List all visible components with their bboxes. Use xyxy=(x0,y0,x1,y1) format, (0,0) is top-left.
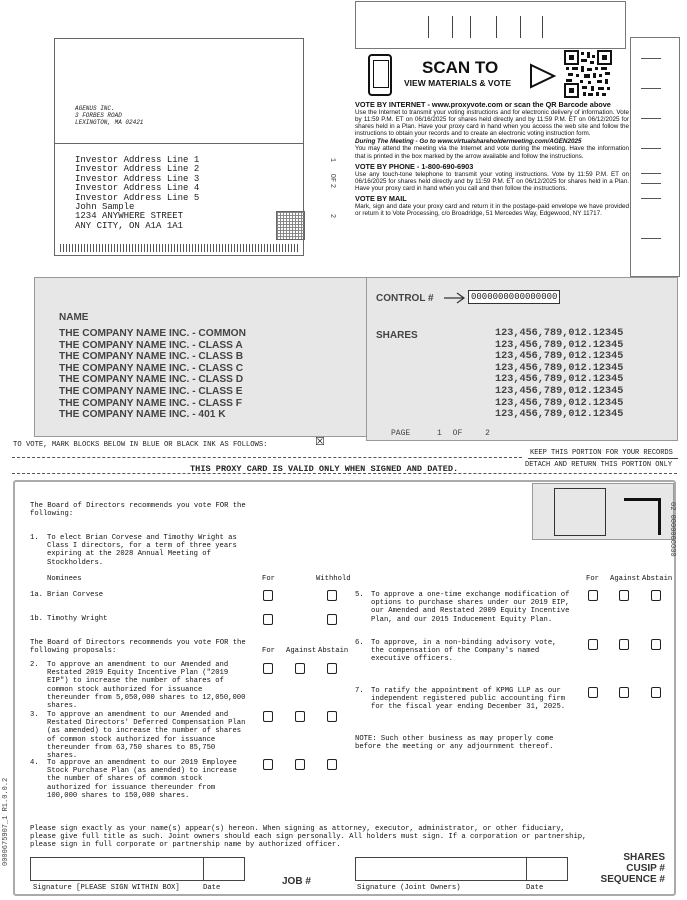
proposal-num: 6. xyxy=(355,639,364,647)
voting-instructions xyxy=(355,100,629,217)
joint-date-label: Date xyxy=(526,884,544,892)
ruler-ticks xyxy=(60,244,300,252)
footer-cusip: CUSIP # xyxy=(626,863,665,874)
proposal-text: To approve an amendment to our Amended and Restated Directors' Deferred Compensation Plan (as amended) to increase the number of shares of common stock authorized for issuance thereunder from 63,750 shares to 85,750 shares. xyxy=(47,711,246,761)
shares-label: SHARES xyxy=(376,330,418,341)
proposal-1-text: To elect Brian Corvese and Timothy Wright as Class I directors, for a term of three years expiring at the 2028 Annual Meeting of Stockholders. xyxy=(47,534,237,567)
against-header-r: Against xyxy=(610,575,641,583)
note-text: NOTE: Such other business as may properly come before the meeting or any adjournment thereof. xyxy=(355,735,554,752)
proposal-text: To approve an amendment to our Amended and Restated 2019 Equity Incentive Plan ("2019 EIP") to increase the number of shares of common stock authorized for issuance thereunder from 5,050,000 shares to 12,050,000 shares. xyxy=(47,661,246,711)
footer-sequence: SEQUENCE # xyxy=(600,874,665,885)
proposal-text: To approve a one-time exchange modification of options to purchase shares under our 2019 EIP, our Amended and Restated 2009 Equity Incentive Plan, and our 2015 Inducement Equity Plan. xyxy=(371,591,570,624)
signature-box[interactable] xyxy=(30,857,204,881)
mail-side-code: 2 xyxy=(328,213,337,219)
nominee-1b-withhold-checkbox[interactable] xyxy=(327,614,337,625)
address-line: Investor Address Line 1 xyxy=(75,155,200,165)
share-class-name: THE COMPANY NAME INC. - CLASS D xyxy=(59,374,244,386)
proposal-text: To approve an amendment to our 2019 Employee Stock Purchase Plan (as amended) to increase the number of shares of common stock authorized for issuance thereunder from 100,000 shares to 150,000 shares. xyxy=(47,759,237,800)
page-label: PAGE xyxy=(391,429,411,438)
proposal-6-abstain-checkbox[interactable] xyxy=(651,639,661,650)
joint-signature-box[interactable] xyxy=(355,857,527,881)
proposal-num: 3. xyxy=(30,711,39,719)
share-class-name: THE COMPANY NAME INC. - CLASS B xyxy=(59,351,244,363)
nominee-1a-for-checkbox[interactable] xyxy=(263,590,273,601)
holdings-page-indicator xyxy=(391,429,490,438)
mark-example-icon: ☒ xyxy=(315,436,325,448)
share-amount-list xyxy=(495,328,623,421)
sender-street: 3 FORBES ROAD xyxy=(75,112,122,119)
name-label: NAME xyxy=(59,312,89,323)
proposal-2-abstain-checkbox[interactable] xyxy=(327,663,337,674)
mark-instructions: TO VOTE, MARK BLOCKS BELOW IN BLUE OR BLACK INK AS FOLLOWS: xyxy=(13,441,268,449)
vote-internet-heading: VOTE BY INTERNET - www.proxyvote.com or scan the QR Barcode above xyxy=(355,100,611,109)
proposal-num: 5. xyxy=(355,591,364,599)
abstain-header-r: Abstain xyxy=(642,575,673,583)
proposal-5-for-checkbox[interactable] xyxy=(588,590,598,601)
proposal-7-abstain-checkbox[interactable] xyxy=(651,687,661,698)
phone-icon xyxy=(368,54,392,96)
proposal-5-abstain-checkbox[interactable] xyxy=(651,590,661,601)
share-amount: 123,456,789,012.12345 xyxy=(495,362,624,374)
scanner-box xyxy=(532,483,674,540)
proposal-4-for-checkbox[interactable] xyxy=(263,759,273,770)
address-line: Investor Address Line 2 xyxy=(75,164,200,175)
sender-name: AGENUS INC. xyxy=(75,105,115,112)
keep-portion-label: KEEP THIS PORTION FOR YOUR RECORDS xyxy=(530,449,673,457)
proposal-3-against-checkbox[interactable] xyxy=(295,711,305,722)
mail-page-of: OF xyxy=(328,173,337,183)
share-class-name: THE COMPANY NAME INC. - CLASS F xyxy=(59,397,243,409)
abstain-header-2: Abstain xyxy=(318,647,349,655)
proposal-num: 7. xyxy=(355,687,364,695)
address-line: Investor Address Line 5 xyxy=(75,192,200,203)
control-number: 0000000000000000 xyxy=(468,290,560,304)
scan-subtitle: VIEW MATERIALS & VOTE xyxy=(404,78,512,88)
footer-codes xyxy=(584,852,665,885)
nominees-label: Nominees xyxy=(47,575,82,583)
for-header: For xyxy=(262,575,275,583)
address-line: Investor Address Line 3 xyxy=(75,173,200,184)
proposal-4-abstain-checkbox[interactable] xyxy=(327,759,337,770)
nominee-name: Timothy Wright xyxy=(47,615,108,623)
page-total: 2 xyxy=(485,429,490,438)
page-of: OF xyxy=(452,429,463,438)
share-class-name: THE COMPANY NAME INC. - CLASS E xyxy=(59,385,243,397)
job-label: JOB # xyxy=(282,876,311,887)
share-class-list xyxy=(59,328,246,421)
postal-grid xyxy=(276,211,305,240)
share-amount: 123,456,789,012.12345 xyxy=(495,409,624,421)
address-line: Investor Address Line 4 xyxy=(75,183,200,194)
share-class-name: THE COMPANY NAME INC. - CLASS A xyxy=(59,339,243,351)
share-class-name: THE COMPANY NAME INC. - COMMON xyxy=(59,328,246,339)
scan-banner xyxy=(366,52,626,100)
proposal-2-for-checkbox[interactable] xyxy=(263,663,273,674)
qr-code-icon[interactable] xyxy=(564,50,612,98)
scan-title: SCAN TO xyxy=(422,58,499,77)
mail-page-indicator xyxy=(326,150,346,230)
share-amount: 123,456,789,012.12345 xyxy=(495,339,624,351)
proposal-num: 2. xyxy=(30,661,39,669)
detach-line-2 xyxy=(12,473,677,474)
joint-signature-label: Signature (Joint Owners) xyxy=(357,884,461,892)
proposal-5-against-checkbox[interactable] xyxy=(619,590,629,601)
play-arrow-icon xyxy=(528,62,558,90)
address-line: 1234 ANYWHERE STREET xyxy=(75,211,184,222)
date-box[interactable] xyxy=(203,857,245,881)
withhold-header: Withhold xyxy=(316,575,351,583)
proposal-3-abstain-checkbox[interactable] xyxy=(327,711,337,722)
nominee-name: Brian Corvese xyxy=(47,591,104,599)
against-header-2: Against xyxy=(286,647,317,655)
nominee-1a-withhold-checkbox[interactable] xyxy=(327,590,337,601)
barcode-strip xyxy=(355,1,626,49)
address-line: John Sample xyxy=(75,202,135,213)
proposal-3-for-checkbox[interactable] xyxy=(263,711,273,722)
detach-line xyxy=(12,457,522,458)
proposal-4-against-checkbox[interactable] xyxy=(295,759,305,770)
valid-notice: THIS PROXY CARD IS VALID ONLY WHEN SIGNED AND DATED. xyxy=(190,464,459,474)
vote-mail-heading: VOTE BY MAIL xyxy=(355,193,407,203)
detach-portion-label: DETACH AND RETURN THIS PORTION ONLY xyxy=(525,461,673,469)
vote-internet-body: Use the Internet to transmit your voting instructions and for electronic delivery of information. Vote by 11:59 P.M. ET on 06/16/2025 for shares held directly and by 11:59 P.M. ET on 06/12/2025 for shares held in a Plan. Have your proxy card in hand when you access the web site and follow the instructions to obtain your records and to create an electronic voting instruction form. xyxy=(355,109,629,138)
nominee-num: 1a. xyxy=(30,591,43,599)
sender-city: LEXINGTON, MA 02421 xyxy=(75,119,144,126)
footer-shares: SHARES xyxy=(623,852,665,863)
for-header-2: For xyxy=(262,647,275,655)
vote-phone-body: Use any touch-tone telephone to transmit your voting instructions. Vote by 11:59 P.M. ET on 06/16/2025 for shares held directly and by 11:59 P.M. ET on 06/12/2025 for shares held in a Plan. Have your proxy card in hand when you call and then follow the instructions. xyxy=(355,170,629,192)
edge-tab xyxy=(630,37,680,277)
nominee-num: 1b. xyxy=(30,615,43,623)
share-amount: 123,456,789,012.12345 xyxy=(495,397,624,409)
joint-date-box[interactable] xyxy=(526,857,568,881)
share-class-name: THE COMPANY NAME INC. - CLASS C xyxy=(59,362,244,374)
ballot-side-code: 02 0000000000 xyxy=(668,502,676,557)
holdings-name-panel xyxy=(34,277,367,437)
share-class-name: THE COMPANY NAME INC. - 401 K xyxy=(59,409,226,421)
page-number: 1 xyxy=(437,429,442,438)
proposal-7-for-checkbox[interactable] xyxy=(588,687,598,698)
proposal-7-against-checkbox[interactable] xyxy=(619,687,629,698)
mail-page-total: 2 xyxy=(328,183,337,189)
board-rec-2: The Board of Directors recommends you vote FOR the following proposals: xyxy=(30,639,246,656)
proposal-text: To approve, in a non-binding advisory vote, the compensation of the Company's named executive officers. xyxy=(371,639,557,664)
proposal-1-num: 1. xyxy=(30,534,39,542)
sign-instructions: Please sign exactly as your name(s) appear(s) hereon. When signing as attorney, executor, administrator, or other fiduciary, please give full title as such. Joint owners should each sign personally. All holders must sign. If a corporation or partnership, please sign in full corporate or partnership name by authorized officer. xyxy=(30,825,587,850)
mail-page-number: 1 xyxy=(328,157,337,163)
proposal-num: 4. xyxy=(30,759,39,767)
recipient-address xyxy=(75,156,199,231)
address-line: ANY CITY, ON A1A 1A1 xyxy=(75,220,184,231)
board-rec-1: The Board of Directors recommends you vote FOR the following: xyxy=(30,502,246,519)
share-amount: 123,456,789,012.12345 xyxy=(495,374,624,386)
proposal-2-against-checkbox[interactable] xyxy=(295,663,305,674)
share-amount: 123,456,789,012.12345 xyxy=(495,385,624,397)
vote-meeting-body: You may attend the meeting via the Internet and vote during the meeting. Have the information that is printed in the box marked by the arrow available and follow the instructions. xyxy=(355,145,629,160)
for-header-r: For xyxy=(586,575,599,583)
proposal-text: To ratify the appointment of KPMG LLP as our independent registered public accounting firm for the fiscal year ending December 31, 2025. xyxy=(371,687,566,712)
share-amount: 123,456,789,012.12345 xyxy=(495,328,624,339)
document-id: 0000675907_1 R1.0.0.2 xyxy=(2,777,10,866)
proposal-6-against-checkbox[interactable] xyxy=(619,639,629,650)
nominee-1b-for-checkbox[interactable] xyxy=(263,614,273,625)
signature-label: Signature [PLEASE SIGN WITHIN BOX] xyxy=(33,884,180,892)
control-label: CONTROL # xyxy=(376,293,434,304)
arrow-right-icon xyxy=(443,292,467,304)
holdings-shares-panel xyxy=(366,277,678,441)
proposal-6-for-checkbox[interactable] xyxy=(588,639,598,650)
vote-meeting-heading[interactable]: During The Meeting - Go to www.virtualshareholdermeeting.com/AGEN2025 xyxy=(355,138,582,146)
vote-mail-body: Mark, sign and date your proxy card and return it in the postage-paid envelope we have provided or return it to Vote Processing, c/o Broadridge, 51 Mercedes Way, Edgewood, NY 11717. xyxy=(355,202,629,218)
date-label: Date xyxy=(203,884,221,892)
sender-address xyxy=(75,105,143,126)
vote-phone-heading: VOTE BY PHONE - 1-800-690-6903 xyxy=(355,161,474,171)
share-amount: 123,456,789,012.12345 xyxy=(495,351,624,363)
mailing-address-box xyxy=(54,38,304,256)
